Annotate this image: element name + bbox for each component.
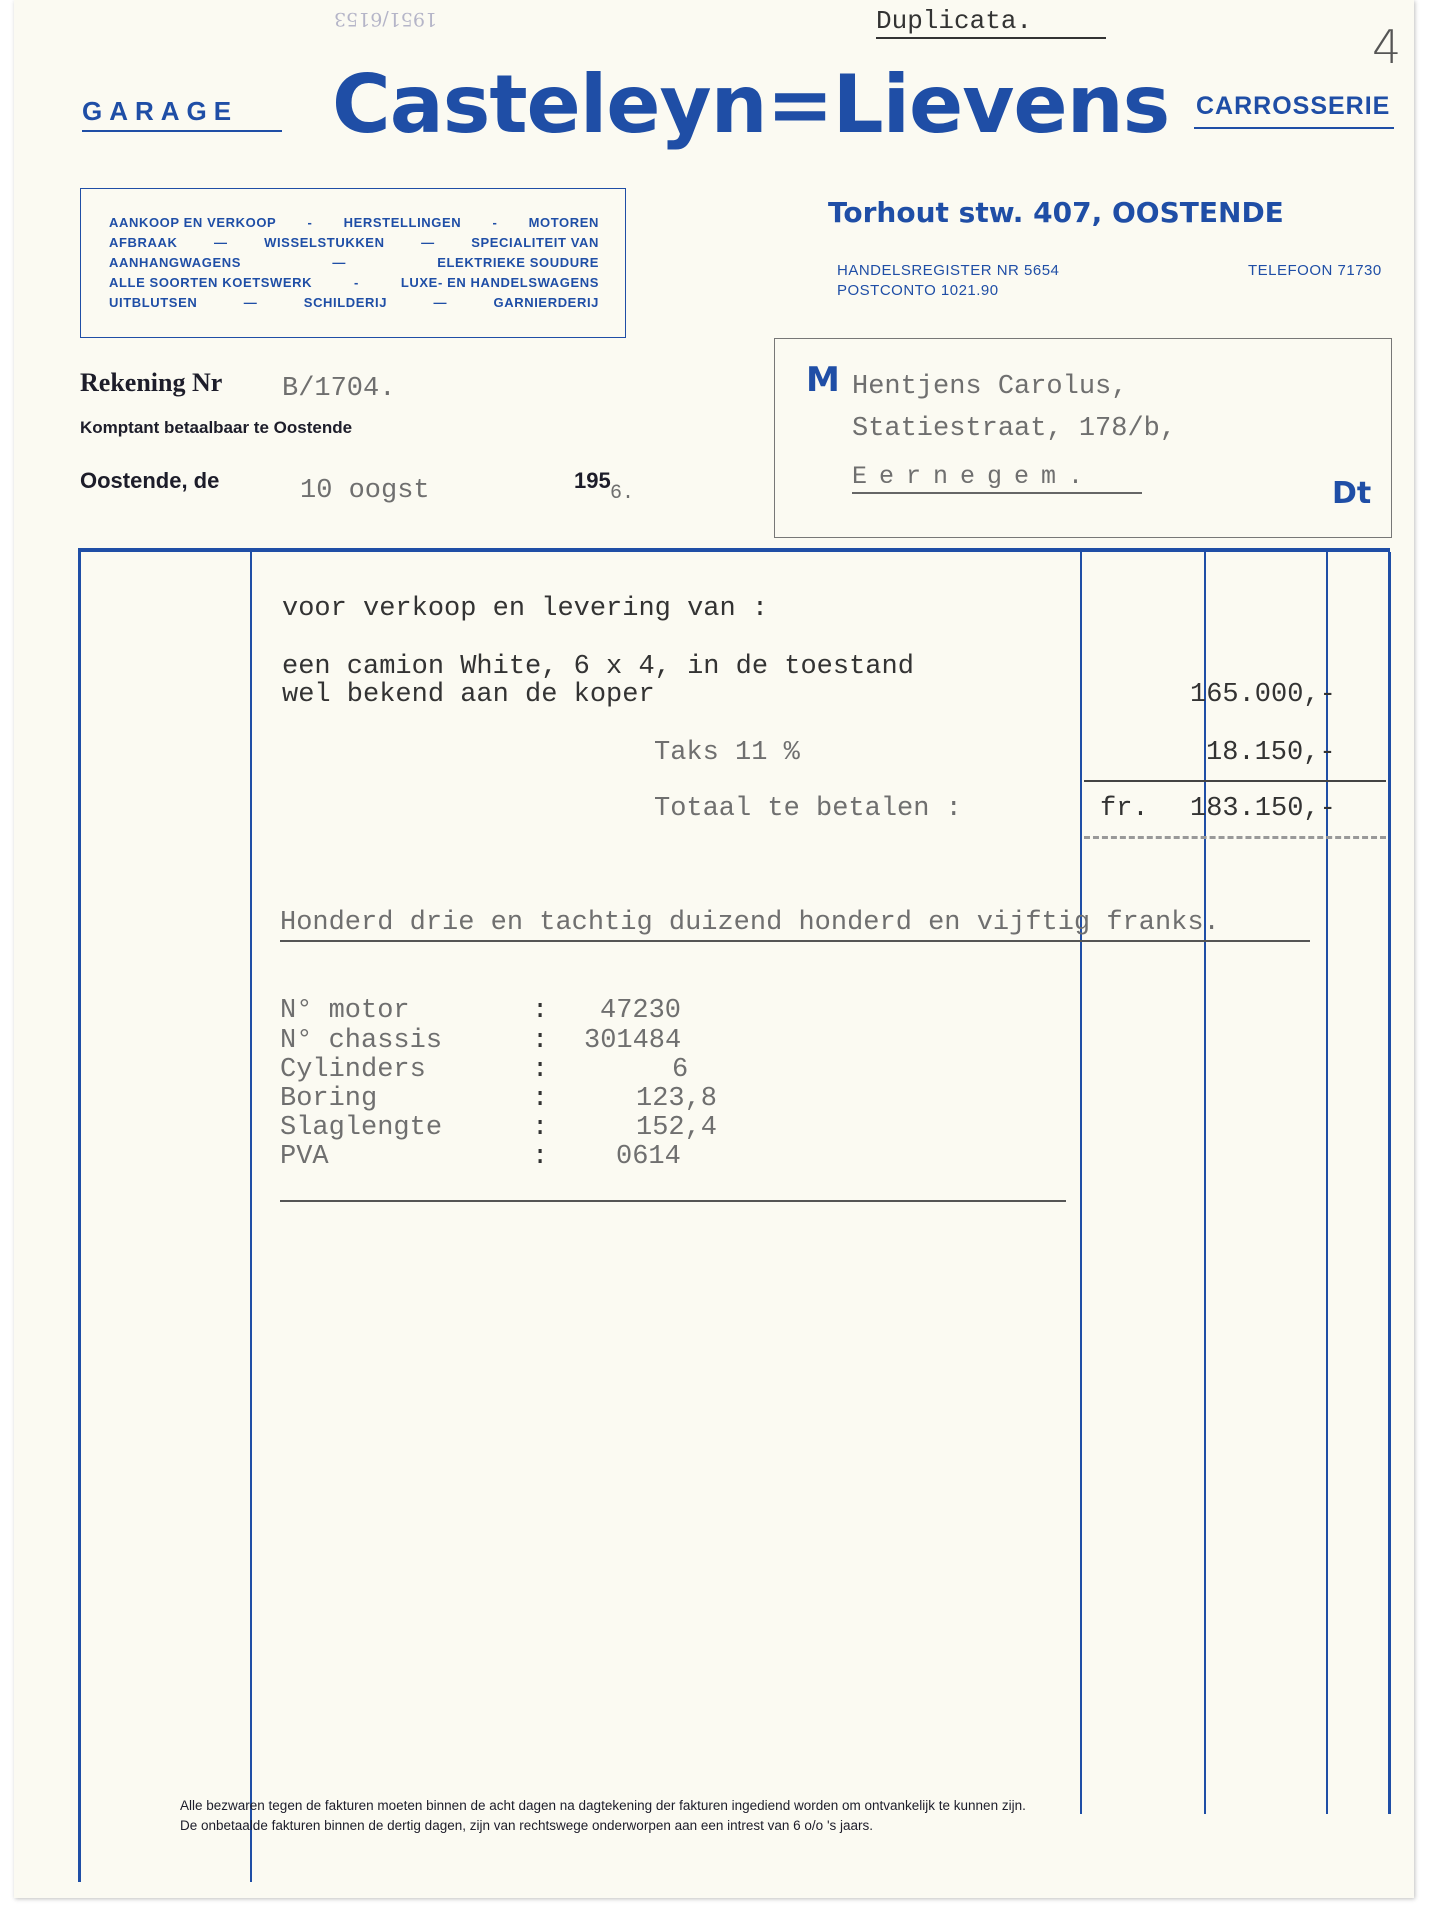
year-digit: 6. [610,482,635,505]
spec-separator: : [532,1113,549,1143]
spec-value: 123,8 [636,1084,718,1114]
spec-label: N° motor [280,996,410,1026]
services-row: UITBLUTSEN — SCHILDERIJ — GARNIERDERIJ [109,295,599,310]
page-number: 4 [1372,20,1402,74]
invoice-number: B/1704. [282,374,396,404]
telephone: TELEFOON 71730 [1248,262,1382,279]
recipient-city: Eernegem. [852,462,1096,491]
amount-in-words: Honderd drie en tachtig duizend honderd en vijftig franks. [280,908,1220,938]
spec-label: Slaglengte [280,1113,443,1143]
currency-label: fr. [1100,794,1149,824]
tax-label: Taks 11 % [654,738,800,768]
date-value: 10 oogst [300,476,430,506]
date-label: Oostende, de [80,468,220,493]
spec-label: Boring [280,1084,378,1114]
services-row: ALLE SOORTEN KOETSWERK - LUXE- EN HANDELSWAGENS [109,275,599,290]
reference-note: 1951/6153 [334,8,438,30]
spec-label: N° chassis [280,1026,443,1056]
company-address: Torhout stw. 407, OOSTENDE [828,196,1284,229]
spec-separator: : [532,1084,549,1114]
table-column-line [1080,552,1082,1814]
debit-mark: Dt [1332,476,1372,511]
spec-value: 301484 [584,1026,682,1056]
spec-label: Cylinders [280,1055,426,1085]
specs-underline [280,1200,1066,1202]
intro-line: voor verkoop en levering van : [282,594,769,624]
amount: 165.000,- [1190,680,1336,710]
spec-value: 6 [672,1055,689,1085]
total-rule [1084,780,1386,782]
trade-register: HANDELSREGISTER NR 5654 [837,262,1060,279]
services-row: AANHANGWAGENS — ELEKTRIEKE SOUDURE [109,255,599,270]
total-amount: 183.150,- [1190,794,1336,824]
total-double-rule [1084,836,1386,839]
spec-value: 0614 [616,1142,681,1172]
company-name: Casteleyn=Lievens [332,58,1170,151]
city-underline [852,492,1142,494]
description-line: wel bekend aan de koper [282,680,655,710]
footer-interest-line: De onbetaalde fakturen binnen de dertig dagen, zijn van rechtswege onderworpen aan een intrest van 6 o/o 's jaars. [180,1818,874,1833]
services-row: AANKOOP EN VERKOOP - HERSTELLINGEN - MOTOREN [109,215,599,230]
invoice-sheet [14,0,1414,1898]
table-right-border [1388,552,1391,1814]
services-row: AFBRAAK — WISSELSTUKKEN — SPECIALITEIT VAN [109,235,599,250]
spec-separator: : [532,996,549,1026]
spec-separator: : [532,1026,549,1056]
salutation-mark: M [806,360,840,400]
tax-amount: 18.150,- [1206,738,1336,768]
garage-underline [82,130,282,132]
carrosserie-underline [1194,127,1394,129]
recipient-street: Statiestraat, 178/b, [852,414,1177,444]
duplicata-stamp: Duplicata. [876,6,1033,36]
postal-account: POSTCONTO 1021.90 [837,282,999,299]
description-line: een camion White, 6 x 4, in de toestand [282,652,914,682]
year-prefix: 195 [574,468,611,493]
spec-separator: : [532,1055,549,1085]
footer-terms-line: Alle bezwaren tegen de fakturen moeten binnen de acht dagen na dagtekening der fakturen ingediend worden om ontvankelijk te kunnen zijn. [180,1798,1026,1813]
table-column-line [250,552,252,1882]
recipient-name: Hentjens Carolus, [852,372,1128,402]
words-underline [280,940,1310,942]
duplicata-underline [876,37,1106,39]
spec-value: 152,4 [636,1113,718,1143]
spec-separator: : [532,1142,549,1172]
spec-label: PVA [280,1142,329,1172]
spec-value: 47230 [600,996,682,1026]
total-label: Totaal te betalen : [654,794,962,824]
services-box [80,188,626,338]
carrosserie-tag: CARROSSERIE [1196,92,1391,120]
garage-tag: GARAGE [82,96,239,126]
payment-terms: Komptant betaalbaar te Oostende [80,418,353,437]
invoice-number-label: Rekening Nr [80,368,223,397]
table-top-rule [78,548,1390,552]
table-left-border [78,552,81,1882]
